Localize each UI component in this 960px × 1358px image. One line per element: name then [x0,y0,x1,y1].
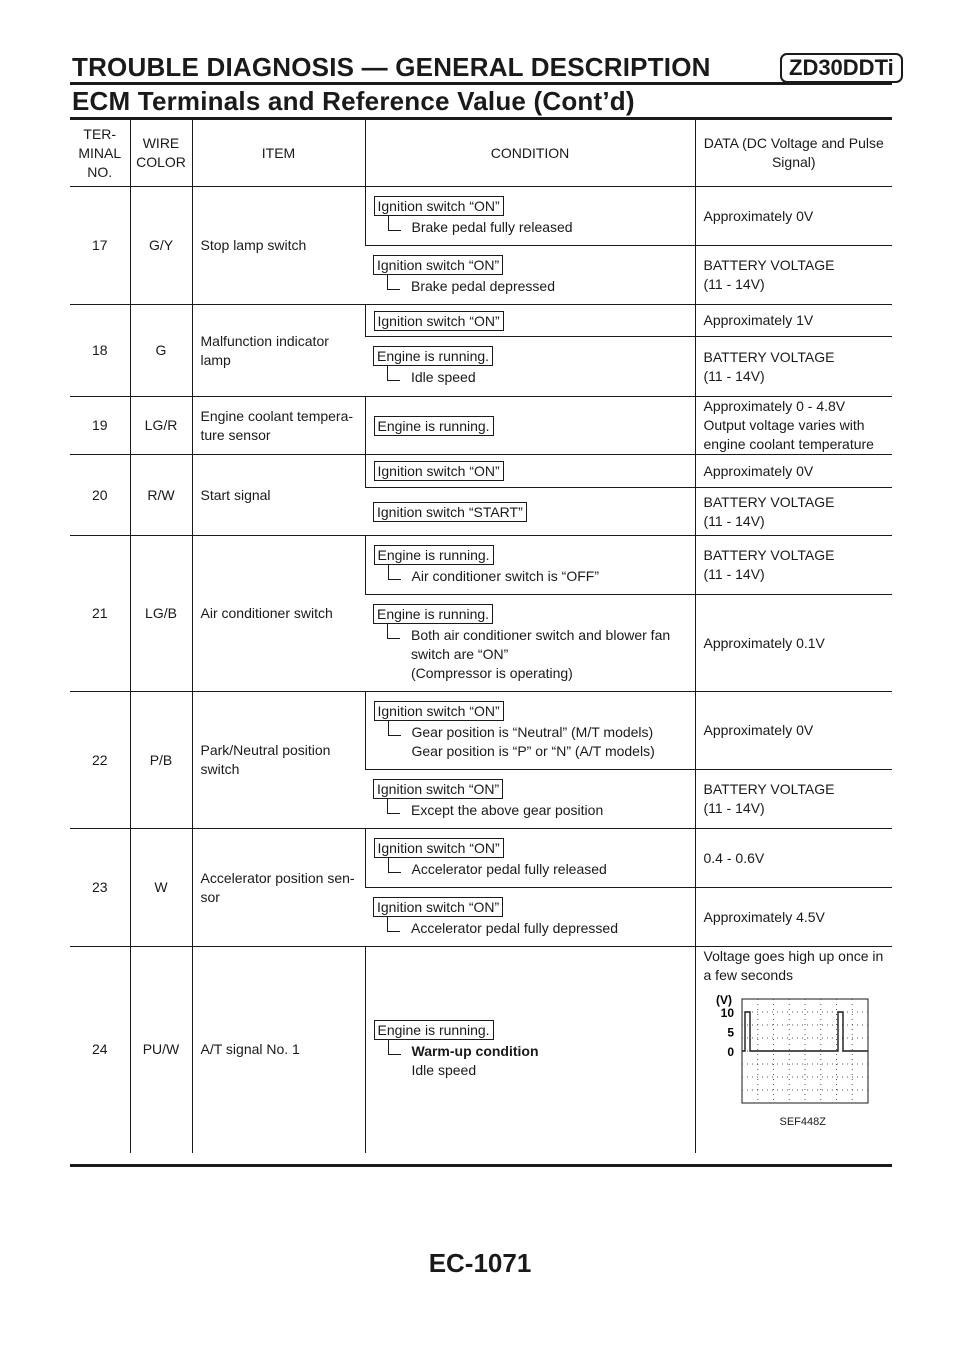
condition-box: Engine is running. [374,1020,494,1040]
condition-detail [387,626,687,683]
terminal-number: 23 [91,879,108,895]
condition-detail-line: Idle speed [411,1061,477,1078]
wire-color: W [130,829,192,947]
condition-detail-line: Accelerator pedal fully depressed [411,919,619,936]
data-value [695,337,892,397]
terminal-number: 21 [91,605,108,621]
table-header-row [70,120,892,187]
terminal-number: 24 [91,1041,108,1058]
condition-detail [388,860,687,879]
ecm-terminal-table [70,120,892,1153]
data-value [695,595,892,692]
table-row [70,536,892,595]
terminal-number: 18 [91,342,108,358]
condition-box: Ignition switch “ON” [373,255,503,275]
condition-box: Engine is running. [373,346,493,366]
table-bottom-rule [70,1164,892,1167]
table-row [70,692,892,770]
table-row [70,455,892,488]
data-line: BATTERY VOLTAGE [703,257,835,273]
oscilloscope-figure [704,993,885,1133]
scope-tick-label: 0 [726,1045,734,1059]
wire-color: PU/W [130,947,192,1153]
condition-detail-line: Both air conditioner switch and blower fan [411,626,671,643]
data-line: 0.4 - 0.6V [703,849,765,866]
data-value [695,488,892,536]
condition-detail [387,801,687,820]
condition-cell [365,246,695,305]
data-line: Approximately 0V [703,462,814,479]
condition-cell [365,947,695,1153]
condition-box: Ignition switch “ON” [374,701,504,721]
condition-cell [365,536,695,595]
condition-detail-line: Gear position is “Neutral” (M/T models) [411,723,654,740]
scope-tick-label: 10 [720,1006,734,1020]
condition-detail-line: Brake pedal depressed [411,277,555,294]
data-value [695,770,892,829]
item-name: Start signal [192,455,365,536]
condition-cell [365,397,695,455]
data-line: a few seconds [703,967,793,983]
data-value [695,305,892,337]
condition-box: Ignition switch “ON” [374,196,504,216]
item-name: Accelerator position sen- sor [192,829,365,947]
data-line: Approximately 0V [703,207,814,224]
condition-box: Engine is running. [374,545,494,565]
condition-detail [388,1042,687,1080]
condition-cell [365,888,695,947]
col-header-condition: CONDITION [365,120,695,187]
condition-cell [365,455,695,488]
data-line: (11 - 14V) [703,566,765,582]
data-value [695,455,892,488]
col-header-wire-color: WIRE COLOR [130,120,192,187]
condition-box: Engine is running. [374,416,494,436]
condition-cell [365,305,695,337]
page-number: EC-1071 [428,1248,532,1278]
condition-detail [387,277,687,296]
condition-detail-line: switch are “ON” [411,645,509,662]
condition-detail-line: Gear position is “P” or “N” (A/T models) [411,742,655,759]
data-line: Approximately 1V [703,312,814,328]
table-row [70,397,892,455]
item-name: Park/Neutral position switch [192,692,365,829]
data-value [695,888,892,947]
table-row [70,305,892,337]
data-line: Output voltage varies with [703,417,865,433]
data-line: BATTERY VOLTAGE [703,781,835,797]
table-row [70,187,892,246]
condition-detail [387,919,687,938]
data-line: (11 - 14V) [703,367,765,384]
oscilloscope-waveform [704,993,884,1111]
condition-box: Ignition switch “START” [373,502,527,522]
condition-box: Ignition switch “ON” [373,897,503,917]
col-header-data: DATA (DC Voltage and Pulse Signal) [695,120,892,187]
condition-detail-line: Warm-up condition [411,1042,539,1059]
data-line: Approximately 4.5V [703,908,825,925]
figure-code: SEF448Z [779,1116,826,1128]
wire-color: G/Y [130,187,192,305]
condition-box: Engine is running. [373,604,493,624]
data-value [695,397,892,455]
item-name: Stop lamp switch [192,187,365,305]
condition-cell [365,692,695,770]
terminal-number: 19 [91,417,108,433]
condition-detail-line: (Compressor is operating) [411,664,573,681]
page-header-subtitle: ECM Terminals and Reference Value (Cont’d) [72,86,635,116]
condition-detail-line: Brake pedal fully released [411,218,573,235]
data-line: engine coolant temperature [703,436,874,452]
data-value [695,536,892,595]
data-line: Approximately 0V [703,722,814,738]
data-line: Approximately 0 - 4.8V [703,398,846,414]
condition-cell [365,595,695,692]
condition-detail-line: Air conditioner switch is “OFF” [411,567,599,584]
item-name: A/T signal No. 1 [192,947,365,1153]
wire-color: LG/B [130,536,192,692]
wire-color: G [130,305,192,397]
wire-color: LG/R [130,397,192,455]
data-line: BATTERY VOLTAGE [703,493,835,510]
wire-color: R/W [130,455,192,536]
table-row [70,829,892,888]
data-line: BATTERY VOLTAGE [703,547,835,563]
condition-detail [387,368,687,387]
scope-trace [742,1012,868,1051]
data-line: Approximately 0.1V [703,634,825,651]
data-value [695,692,892,770]
data-value [695,187,892,246]
item-name: Malfunction indicator lamp [192,305,365,397]
data-line: BATTERY VOLTAGE [703,348,835,365]
condition-detail [388,567,687,586]
terminal-number: 22 [91,751,108,768]
scope-tick-label: 5 [726,1025,734,1040]
condition-cell [365,770,695,829]
condition-cell [365,337,695,397]
data-line: (11 - 14V) [703,800,765,816]
wire-color: P/B [130,692,192,829]
condition-cell [365,187,695,246]
data-line: (11 - 14V) [703,276,765,292]
scope-unit-label: (V) [715,993,732,1007]
item-name: Engine coolant tempera- ture sensor [192,397,365,455]
terminal-number: 17 [91,237,108,253]
condition-box: Ignition switch “ON” [373,779,503,799]
terminal-number: 20 [91,486,108,503]
condition-detail [388,723,687,761]
header-rule [70,82,892,85]
condition-detail-line: Accelerator pedal fully released [411,860,607,877]
condition-box: Ignition switch “ON” [374,461,504,481]
data-value [695,829,892,888]
condition-box: Ignition switch “ON” [374,838,504,858]
condition-detail-line: Except the above gear position [411,801,604,818]
condition-box: Ignition switch “ON” [374,311,504,331]
condition-detail [388,218,687,237]
table-row [70,947,892,1153]
col-header-terminal: TER- MINAL NO. [78,125,122,180]
condition-cell [365,488,695,536]
item-name: Air conditioner switch [192,536,365,692]
page-header-title: TROUBLE DIAGNOSIS — GENERAL DESCRIPTION [72,52,711,82]
data-value [695,246,892,305]
condition-cell [365,829,695,888]
data-value [695,947,892,1153]
col-header-item: ITEM [192,120,365,187]
data-line: (11 - 14V) [703,512,765,529]
data-line: Voltage goes high up once in [703,948,884,964]
engine-model-badge: ZD30DDTi [780,53,903,83]
condition-detail-line: Idle speed [411,369,476,385]
